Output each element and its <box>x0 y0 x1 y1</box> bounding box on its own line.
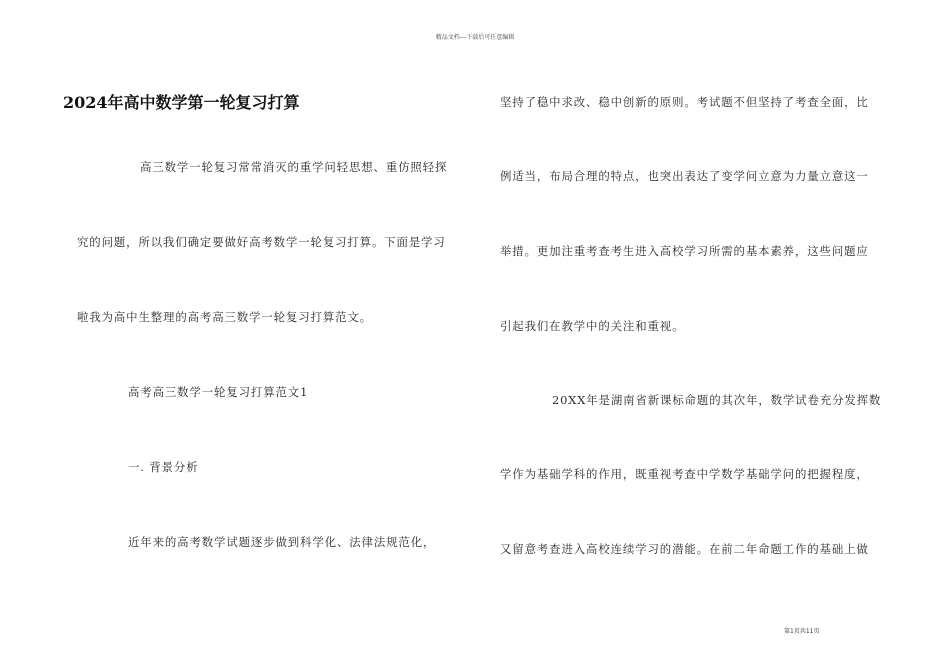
body-text-line: 引起我们在教学中的关注和重视。 <box>500 319 685 333</box>
body-text-line: 坚持了稳中求改、稳中创新的原则。考试题不但坚持了考查全面，比 <box>500 95 869 109</box>
page-number: 第1页共11页 <box>784 628 820 635</box>
body-text-line: 究的问题，所以我们确定要做好高考数学一轮复习打算。下面是学习 <box>77 235 446 249</box>
header-watermark: 精品文档---下载后可任意编辑 <box>435 34 515 41</box>
body-text-line: 又留意考查进入高校连续学习的潜能。在前二年命题工作的基础上做 <box>500 542 869 556</box>
body-text-line: 举措。更加注重考查考生进入高校学习所需的基本素养，这些问题应 <box>500 244 869 258</box>
body-text-line: 20XX年是湖南省新课标命题的其次年，数学试卷充分发挥数 <box>552 393 882 407</box>
body-text-line: 学作为基础学科的作用，既重视考查中学数学基础学问的把握程度， <box>500 467 869 481</box>
section-heading: 高考高三数学一轮复习打算范文1 <box>128 385 309 399</box>
body-text-line: 啦我为高中生整理的高考高三数学一轮复习打算范文。 <box>77 310 372 324</box>
document-title: 2024年高中数学第一轮复习打算 <box>63 93 300 112</box>
body-text-line: 例适当，布局合理的特点，也突出表达了变学问立意为力量立意这一 <box>500 169 869 183</box>
body-text-line: 近年来的高考数学试题逐步做到科学化、法律法规范化， <box>128 535 436 549</box>
subsection-heading: 一. 背景分析 <box>128 460 199 474</box>
body-text-line: 高三数学一轮复习常常消灭的重学问轻思想、重仿照轻探 <box>140 160 448 174</box>
